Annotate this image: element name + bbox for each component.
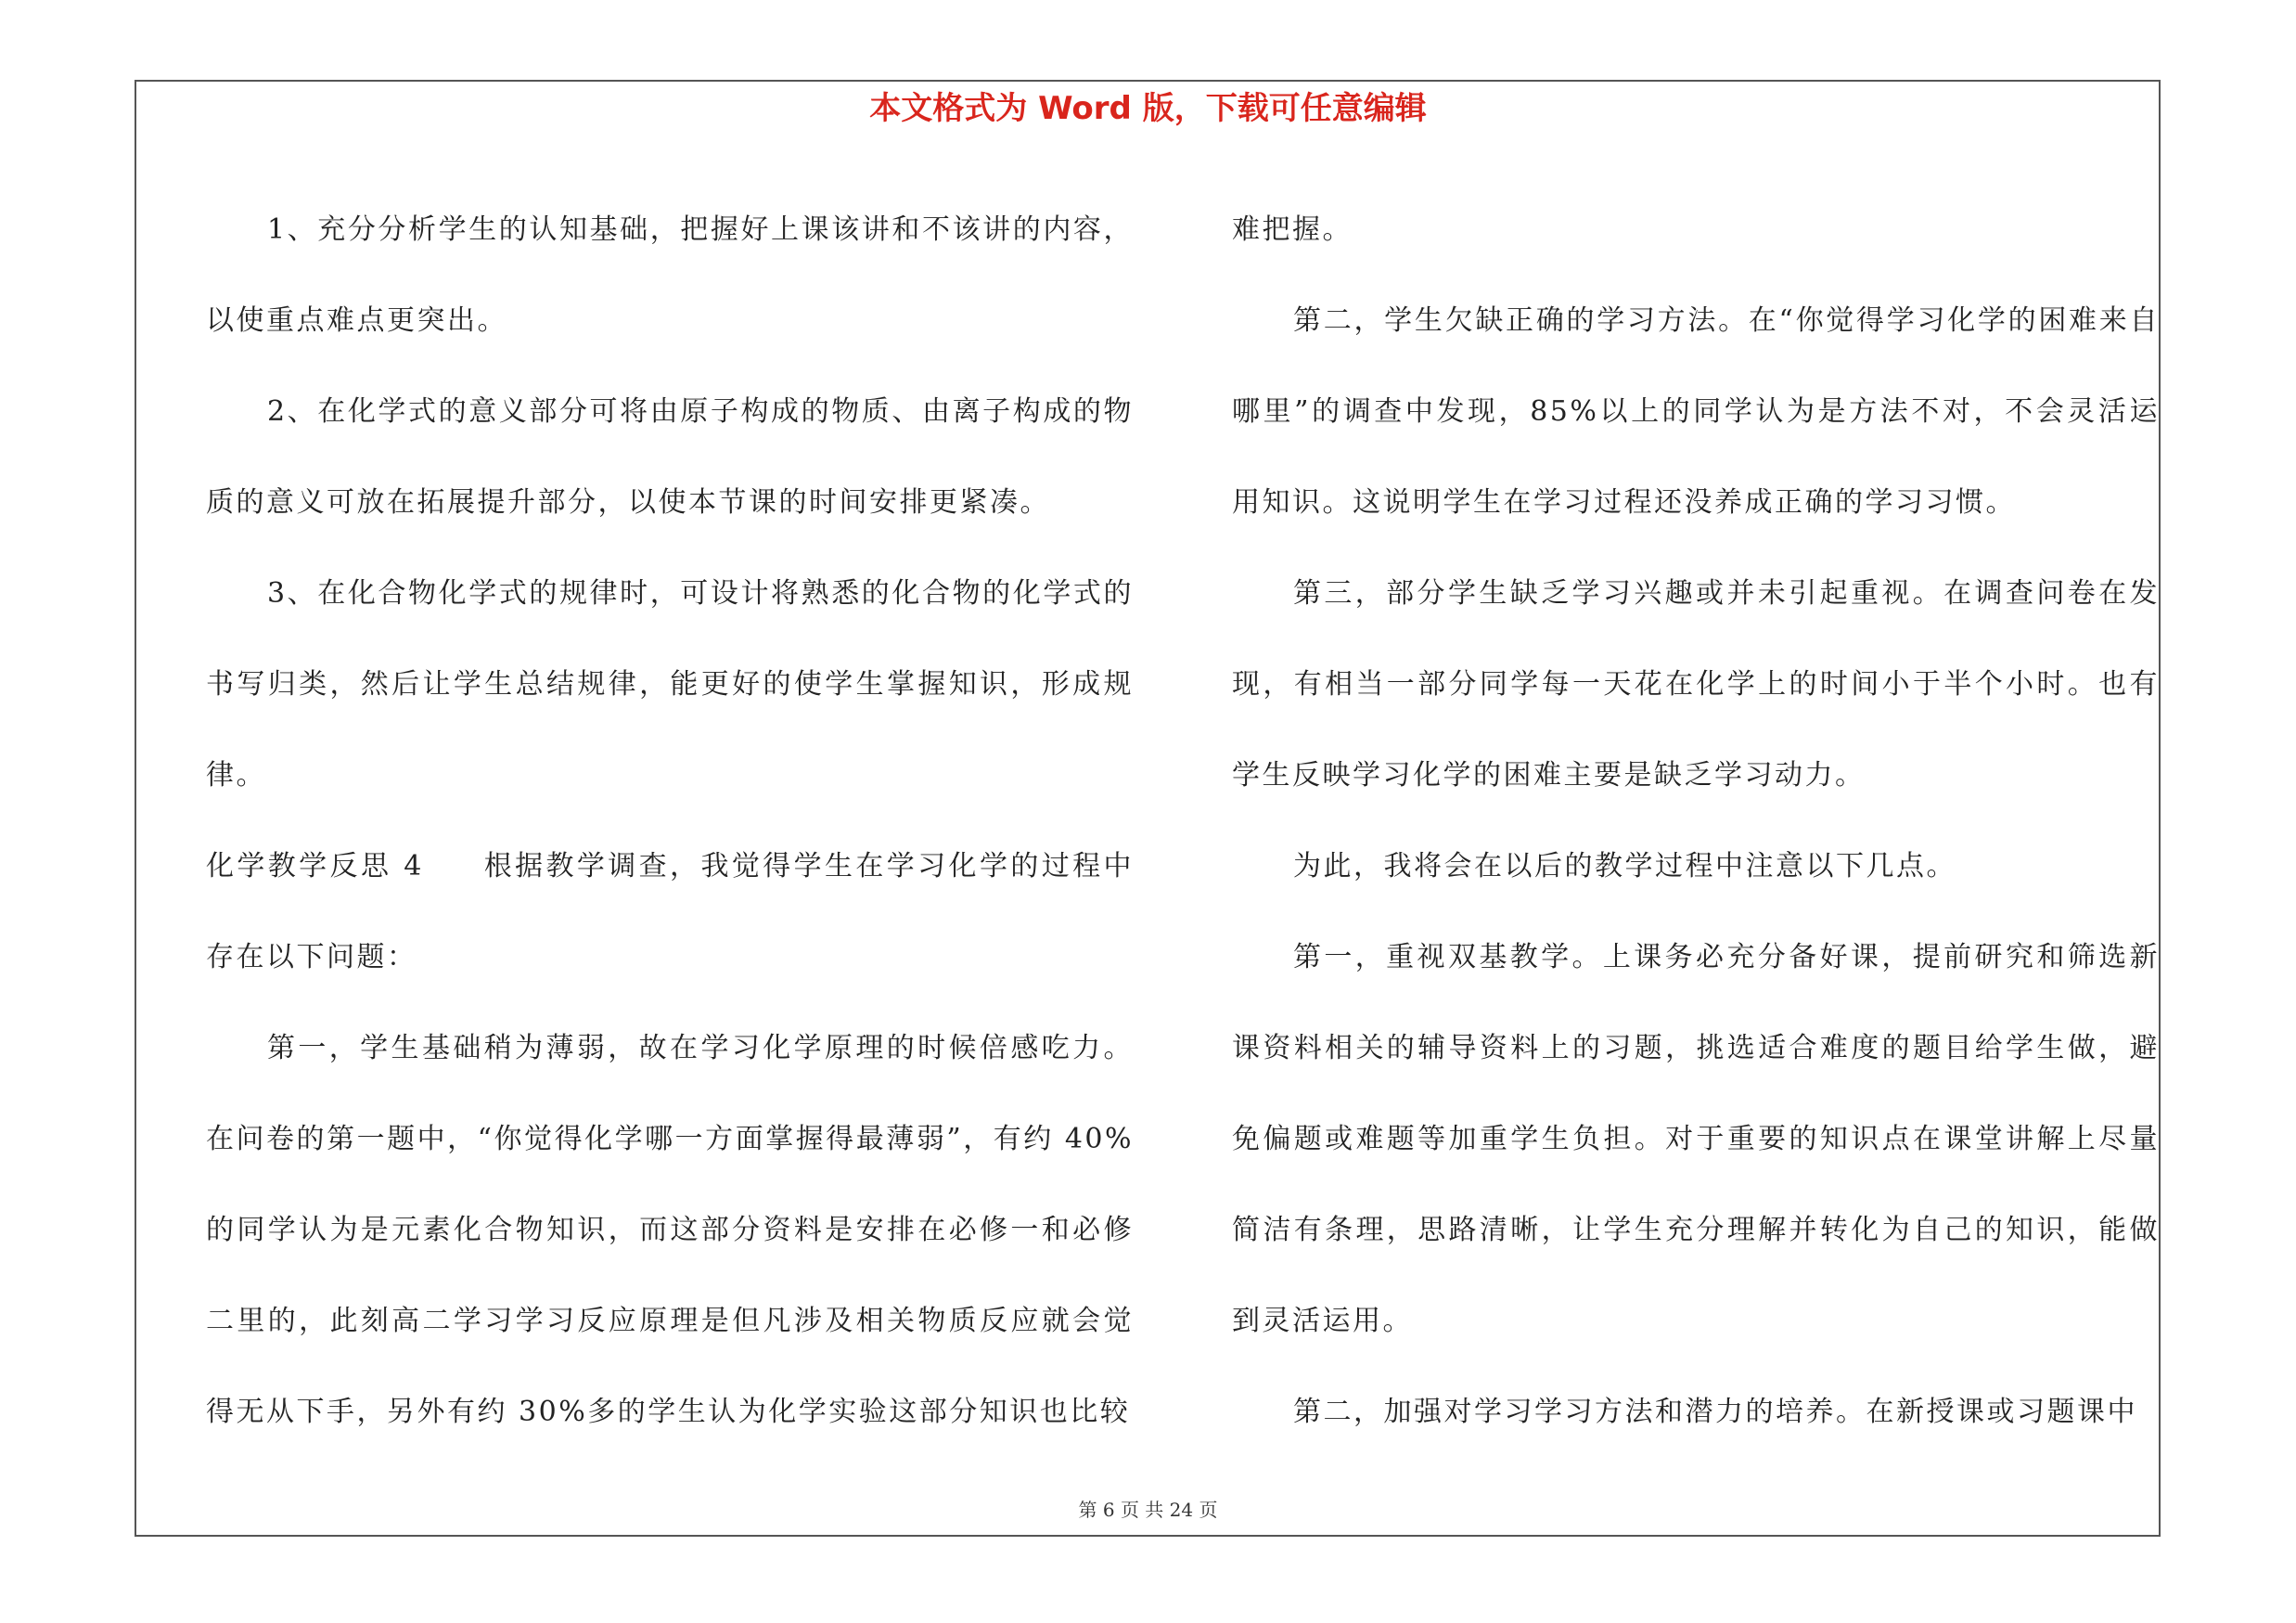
page-number-footer: 第 6 页 共 24 页 bbox=[1078, 1499, 1218, 1521]
document-header-title: 本文格式为 Word 版，下载可任意编辑 bbox=[869, 90, 1427, 127]
right-paragraph-4: 为此，我将会在以后的教学过程中注意以下几点。 bbox=[1293, 850, 1956, 882]
right-paragraph-5: 第一，重视双基教学。上课务必充分备好课，提前研究和筛选新课资料相关的辅导资料上的习题，挑选适合难度的题目给学生做，避免偏题或难题等加重学生负担。对于重要的知识点在课堂讲解上尽量简洁有条理，思路清晰，让学生充分理解并转化为自己的知识，能做到灵活运用。 bbox=[1232, 941, 2160, 1337]
left-paragraph-1: 1、充分分析学生的认知基础，把握好上课该讲和不该讲的内容，以使重点难点更突出。 bbox=[206, 213, 1134, 337]
left-paragraph-4 bbox=[206, 821, 1134, 1003]
left-paragraph-5: 第一，学生基础稍为薄弱，故在学习化学原理的时候倍感吃力。在问卷的第一题中，“你觉得化学哪一方面掌握得最薄弱”，有约 40%的同学认为是元素化合物知识，而这部分资料是安排在必修一和必修二里的，此刻高二学习学习反应原理是但凡涉及相关物质反应就会觉得无从下手，另外有约 30%多的学生认为化学实验这部分知识也比较 bbox=[206, 1032, 1134, 1428]
left-paragraph-2: 2、在化学式的意义部分可将由原子构成的物质、由离子构成的物质的意义可放在拓展提升部分，以使本节课的时间安排更紧凑。 bbox=[206, 395, 1134, 519]
left-column bbox=[206, 185, 1134, 1458]
left-paragraph-3: 3、在化合物化学式的规律时，可设计将熟悉的化合物的化学式的书写归类，然后让学生总结规律，能更好的使学生掌握知识，形成规律。 bbox=[206, 577, 1134, 792]
right-paragraph-2: 第二，学生欠缺正确的学习方法。在“你觉得学习化学的困难来自哪里”的调查中发现，85%以上的同学认为是方法不对，不会灵活运用知识。这说明学生在学习过程还没养成正确的学习习惯。 bbox=[1232, 304, 2160, 519]
right-paragraph-1: 难把握。 bbox=[1232, 213, 1353, 246]
right-paragraph-6: 第二，加强对学习学习方法和潜力的培养。在新授课或习题课中 bbox=[1293, 1396, 2137, 1428]
right-paragraph-3: 第三，部分学生缺乏学习兴趣或并未引起重视。在调查问卷在发现，有相当一部分同学每一天花在化学上的时间小于半个小时。也有学生反映学习化学的困难主要是缺乏学习动力。 bbox=[1232, 577, 2160, 792]
right-column bbox=[1232, 185, 2160, 1458]
section-intro-text: 根据教学调查，我觉得学生在学习化学的过程中存在以下问题： bbox=[206, 850, 1134, 973]
section-heading: 化学教学反思 4 bbox=[206, 850, 424, 882]
